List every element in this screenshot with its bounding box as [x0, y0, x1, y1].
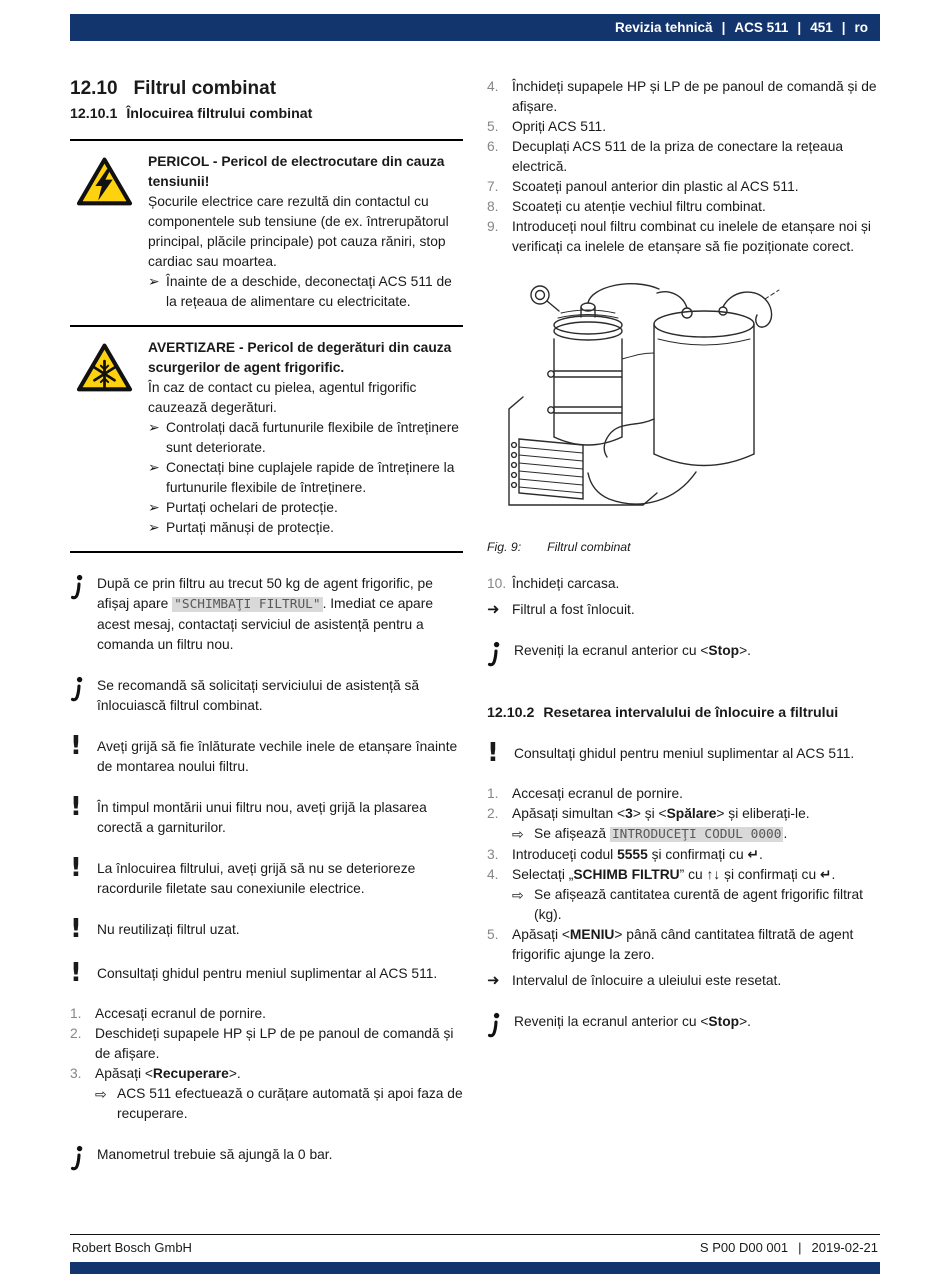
step-body — [95, 1024, 463, 1064]
text-run: și confirmați cu — [720, 867, 820, 882]
result-line — [487, 600, 880, 620]
text-run: > și eliberați-le. — [716, 806, 810, 821]
bullet-text: Înainte de a deschide, deconectați ACS 511 de la rețeaua de alimentare cu electricitate. — [166, 274, 452, 309]
step-result — [95, 1084, 463, 1124]
step-item — [70, 1064, 463, 1124]
text-run: INTRODUCEŢI CODUL 0000 — [611, 827, 782, 842]
note-text — [97, 737, 463, 777]
bullet-text: Controlați dacă furtunurile flexibile de întreținere sunt deteriorate. — [166, 420, 459, 455]
info-note — [70, 1145, 463, 1179]
chapter-number: 12.10 — [70, 78, 118, 99]
text-run: Stop — [708, 1014, 740, 1029]
step-number: 4. — [487, 867, 499, 882]
step-item — [487, 137, 880, 177]
text-run: >. — [739, 643, 751, 658]
text-run: Accesați ecranul de pornire. — [512, 786, 684, 801]
text-run: Închideți supapele HP și LP de pe panoul de comandă și de afișare. — [512, 79, 877, 114]
warning-bullet — [148, 498, 463, 518]
step-text — [512, 137, 880, 177]
chapter-title: Filtrul combinat — [133, 78, 277, 99]
warning-bullet — [148, 418, 463, 458]
footer-company: Robert Bosch GmbH — [72, 1240, 192, 1255]
step-item — [487, 804, 880, 845]
footer — [70, 1234, 880, 1262]
info-note — [70, 574, 463, 655]
text-run: și confirmați cu — [647, 847, 748, 862]
note-icon-wrap — [487, 641, 514, 675]
footer-date: 2019-02-21 — [811, 1240, 878, 1255]
note-text — [514, 744, 880, 767]
separator: | — [721, 20, 726, 35]
step-body — [512, 925, 880, 965]
text-run: Recuperare — [152, 1066, 229, 1081]
step-number: 2. — [487, 806, 499, 821]
text-run: 3 — [625, 806, 633, 821]
sub-result-arrow-icon: ⇨ — [512, 826, 524, 842]
note-icon-wrap — [70, 914, 97, 944]
text-run: Apăsați < — [95, 1066, 153, 1081]
footer-bar — [70, 1262, 880, 1274]
warning-title: AVERTIZARE - Pericol de degerături din cauza scurgerilor de agent frigorific. — [148, 340, 452, 375]
info-note — [487, 641, 880, 675]
section-heading — [70, 104, 463, 124]
step-text — [512, 197, 880, 217]
text-run: Reveniți la ecranul anterior cu < — [514, 1014, 709, 1029]
step-body — [512, 217, 880, 257]
text-run: > până când cantitatea filtrată de agent frigorific ajunge la zero. — [512, 927, 854, 962]
text-run: Se afișează — [534, 826, 610, 841]
text-run: . Imediat ce apare acest mesaj, contactați serviciul de asistență pentru a comanda un filtru nou. — [97, 596, 433, 652]
step-item — [487, 784, 880, 804]
sub-result-arrow-icon: ⇨ — [95, 1086, 107, 1102]
note-text — [97, 964, 463, 987]
step-number: 2. — [70, 1026, 82, 1041]
text-run: > și < — [632, 806, 667, 821]
warning-bullet — [148, 518, 463, 538]
info-icon — [487, 641, 503, 669]
note-icon-wrap — [70, 676, 97, 716]
step-item — [70, 1024, 463, 1064]
text-run: ↵ — [747, 847, 760, 862]
step-text — [512, 865, 880, 885]
text-run: Spălare — [666, 806, 717, 821]
warning-body: În caz de contact cu pielea, agentul frigorific cauzează degerături. — [148, 380, 417, 415]
text-run: . — [759, 847, 763, 862]
note-icon-wrap — [70, 1145, 97, 1179]
bullet-text: Purtați ochelari de protecție. — [166, 500, 338, 515]
caution-icon: ! — [70, 792, 82, 822]
step-item — [487, 574, 880, 594]
result-text — [512, 971, 880, 991]
text-run: Manometrul trebuie să ajungă la 0 bar. — [97, 1147, 333, 1162]
text-run: ↑↓ — [706, 867, 721, 882]
step-list — [487, 77, 880, 257]
text-run: Scoateți cu atenție vechiul filtru combinat. — [512, 199, 766, 214]
step-text — [512, 804, 880, 824]
footer-doc-info — [700, 1240, 878, 1255]
warning-bullet — [148, 458, 463, 498]
note-text — [97, 574, 463, 655]
step-text — [512, 217, 880, 257]
step-body — [512, 197, 880, 217]
note-icon-wrap — [70, 731, 97, 777]
section-number: 12.10.1 — [70, 106, 118, 122]
step-body — [95, 1064, 463, 1124]
note-icon-wrap — [70, 792, 97, 838]
note-text — [514, 1012, 880, 1046]
text-run: Apăsați < — [512, 927, 570, 942]
text-run: Apăsați simultan < — [512, 806, 626, 821]
separator: | — [797, 20, 802, 35]
step-result — [512, 824, 880, 845]
info-note — [70, 676, 463, 716]
text-run: După ce prin filtru au trecut 50 kg de agent frigorific, pe afișaj apare — [97, 576, 433, 611]
text-run: Filtrul a fost înlocuit. — [512, 602, 635, 617]
note-icon-wrap — [70, 574, 97, 655]
info-icon — [487, 1012, 503, 1040]
text-run: . — [783, 826, 788, 841]
step-body — [512, 137, 880, 177]
step-item — [487, 77, 880, 117]
step-item — [487, 925, 880, 965]
caution-note — [70, 731, 463, 777]
step-body — [512, 117, 880, 137]
step-list — [487, 784, 880, 965]
text-run: La înlocuirea filtrului, aveți grijă să nu se deterioreze racordurile filetate sau conexiunile electrice. — [97, 861, 416, 896]
left-column — [70, 77, 463, 1179]
frost-hazard-icon — [76, 342, 133, 393]
info-note — [487, 1012, 880, 1046]
figure-caption — [487, 537, 880, 557]
note-text — [97, 676, 463, 716]
caution-icon: ! — [70, 853, 82, 883]
step-body — [95, 1004, 463, 1024]
text-run: "SCHIMBAŢI FILTRUL" — [174, 597, 321, 612]
result-text — [512, 600, 880, 620]
right-column — [487, 77, 880, 1046]
note-text — [97, 920, 463, 943]
step-item — [487, 177, 880, 197]
step-text — [512, 177, 880, 197]
step-number: 3. — [70, 1066, 82, 1081]
figure-drawing — [487, 269, 880, 525]
step-body — [512, 177, 880, 197]
electric-hazard-icon — [76, 156, 133, 207]
caution-icon: ! — [70, 914, 82, 944]
step-item — [487, 217, 880, 257]
step-text — [95, 1064, 463, 1084]
note-icon-wrap — [487, 738, 514, 768]
warning-box — [70, 141, 463, 327]
step-number: 7. — [487, 179, 499, 194]
warning-icon-wrap — [70, 152, 148, 312]
note-text — [514, 641, 880, 675]
bullet-arrow-icon: ➢ — [148, 420, 160, 435]
caution-note — [70, 914, 463, 944]
text-run: Intervalul de înlocuire a uleiului este resetat. — [512, 973, 782, 988]
step-item — [487, 117, 880, 137]
step-body — [512, 845, 880, 865]
text-run: Se recomandă să solicitați serviciului de asistență să înlocuiască filtrul combinat. — [97, 678, 420, 713]
step-number: 3. — [487, 847, 499, 862]
text-run: 5555 — [617, 847, 648, 862]
text-run: MENIU — [569, 927, 615, 942]
caution-note — [70, 958, 463, 988]
step-text — [512, 77, 880, 117]
text-run: Accesați ecranul de pornire. — [95, 1006, 267, 1021]
text-run: >. — [228, 1066, 241, 1081]
page-content — [0, 41, 950, 1234]
step-text — [512, 574, 880, 594]
text-run: Introduceți codul — [512, 847, 618, 862]
step-number: 9. — [487, 219, 499, 234]
step-text — [512, 845, 880, 865]
note-icon-wrap — [70, 958, 97, 988]
text-run: Scoateți panoul anterior din plastic al ACS 511. — [512, 179, 799, 194]
text-run: Selectați „ — [512, 867, 574, 882]
figure — [487, 269, 880, 557]
info-icon — [70, 676, 86, 704]
text-run: Aveți grijă să fie înlăturate vechile inele de etanșare înainte de montarea noului filtru. — [97, 739, 458, 774]
step-item — [487, 197, 880, 217]
bullet-arrow-icon: ➢ — [148, 460, 160, 475]
info-icon — [70, 574, 86, 602]
header-bar — [70, 14, 880, 41]
note-text — [97, 1145, 463, 1179]
caution-icon: ! — [70, 731, 82, 761]
text-run: Stop — [708, 643, 740, 658]
step-result-text — [117, 1084, 463, 1124]
text-run: Închideți carcasa. — [512, 576, 620, 591]
footer-doc-number: S P00 D00 001 — [699, 1240, 789, 1255]
text-run: >. — [739, 1014, 751, 1029]
step-item — [487, 865, 880, 925]
step-text — [512, 117, 880, 137]
caution-note — [487, 738, 880, 768]
step-result — [512, 885, 880, 925]
step-body — [512, 77, 880, 117]
info-icon — [70, 1145, 86, 1173]
step-text — [512, 925, 880, 965]
note-icon-wrap — [487, 1012, 514, 1046]
note-text — [97, 798, 463, 838]
warning-content — [148, 338, 463, 538]
warning-body: Șocurile electrice care rezultă din contactul cu componentele sub tensiune (de ex. întrerupătorul principal, plăcile principale) pot cauza răniri, stop cardiac sau moartea. — [148, 194, 449, 269]
step-text — [95, 1004, 463, 1024]
step-body — [512, 865, 880, 925]
text-run: În timpul montării unui filtru nou, aveți grijă la plasarea corectă a garniturilor. — [97, 800, 427, 835]
bullet-arrow-icon: ➢ — [148, 274, 160, 289]
section-number: 12.10.2 — [487, 705, 535, 721]
result-arrow-icon: ➜ — [487, 601, 500, 618]
step-number: 1. — [70, 1006, 82, 1021]
text-run: Opriți ACS 511. — [512, 119, 607, 134]
caution-note — [70, 792, 463, 838]
step-item — [487, 845, 880, 865]
warning-bullet — [148, 272, 463, 312]
step-list — [70, 1004, 463, 1124]
header-page-number: 451 — [810, 20, 833, 35]
section-title: Înlocuirea filtrului combinat — [126, 106, 313, 122]
figure-caption-text: Filtrul combinat — [547, 540, 631, 554]
step-number: 5. — [487, 927, 499, 942]
note-icon-wrap — [70, 853, 97, 899]
text-run: Consultați ghidul pentru meniul suplimentar al ACS 511. — [514, 746, 855, 761]
step-result-text — [534, 885, 880, 925]
filter-drawing — [491, 269, 821, 519]
bullet-arrow-icon: ➢ — [148, 520, 160, 535]
separator: | — [798, 1240, 802, 1255]
step-item — [70, 1004, 463, 1024]
figure-caption-label: Fig. 9: — [487, 540, 522, 554]
step-text — [95, 1024, 463, 1064]
header-section: Revizia tehnică — [615, 20, 713, 35]
step-body — [512, 574, 880, 594]
text-run: ↵ — [819, 867, 832, 882]
caution-note — [70, 853, 463, 899]
text-run: Consultați ghidul pentru meniul suplimentar al ACS 511. — [97, 966, 438, 981]
chapter-heading — [70, 77, 463, 101]
note-text — [97, 859, 463, 899]
step-list — [487, 574, 880, 594]
step-number: 8. — [487, 199, 499, 214]
step-result-text — [534, 824, 880, 845]
text-run: Se afișează cantitatea curentă de agent frigorific filtrat (kg). — [534, 887, 864, 922]
text-run: Deschideți supapele HP și LP de pe panoul de comandă și de afișare. — [95, 1026, 454, 1061]
bullet-text: Conectați bine cuplajele rapide de întreținere la furtunurile flexibile de întreținere. — [166, 460, 455, 495]
warning-box — [70, 327, 463, 553]
step-text — [512, 784, 880, 804]
warning-title: PERICOL - Pericol de electrocutare din cauza tensiunii! — [148, 154, 445, 189]
warning-group — [70, 139, 463, 553]
section-title: Resetarea intervalului de înlocuire a filtrului — [543, 705, 839, 721]
caution-icon: ! — [70, 958, 82, 988]
step-number: 4. — [487, 79, 499, 94]
result-arrow-icon: ➜ — [487, 972, 500, 989]
header-language: ro — [854, 20, 868, 35]
section-heading — [487, 703, 880, 723]
warning-content — [148, 152, 463, 312]
text-run: ACS 511 efectuează o curățare automată și apoi faza de recuperare. — [117, 1086, 463, 1121]
caution-icon: ! — [487, 738, 499, 768]
step-number: 6. — [487, 139, 499, 154]
step-body — [512, 804, 880, 845]
text-run: SCHIMB FILTRU — [573, 867, 680, 882]
warning-icon-wrap — [70, 338, 148, 538]
text-run: Nu reutilizați filtrul uzat. — [97, 922, 240, 937]
step-number: 1. — [487, 786, 499, 801]
step-number: 10. — [487, 576, 507, 591]
text-run: Reveniți la ecranul anterior cu < — [514, 643, 709, 658]
sub-result-arrow-icon: ⇨ — [512, 887, 524, 903]
header-product: ACS 511 — [734, 20, 789, 35]
text-run: ” cu — [679, 867, 707, 882]
step-body — [512, 784, 880, 804]
bullet-text: Purtați mănuși de protecție. — [166, 520, 334, 535]
text-run: Introduceți noul filtru combinat cu inelele de etanșare noi și verificați ca inelele de etanșare să fie poziționate corect. — [512, 219, 871, 254]
separator: | — [841, 20, 846, 35]
result-line — [487, 971, 880, 991]
text-run: Decuplați ACS 511 de la priza de conectare la rețeaua electrică. — [512, 139, 844, 174]
step-number: 5. — [487, 119, 499, 134]
bullet-arrow-icon: ➢ — [148, 500, 160, 515]
text-run: . — [831, 867, 836, 882]
